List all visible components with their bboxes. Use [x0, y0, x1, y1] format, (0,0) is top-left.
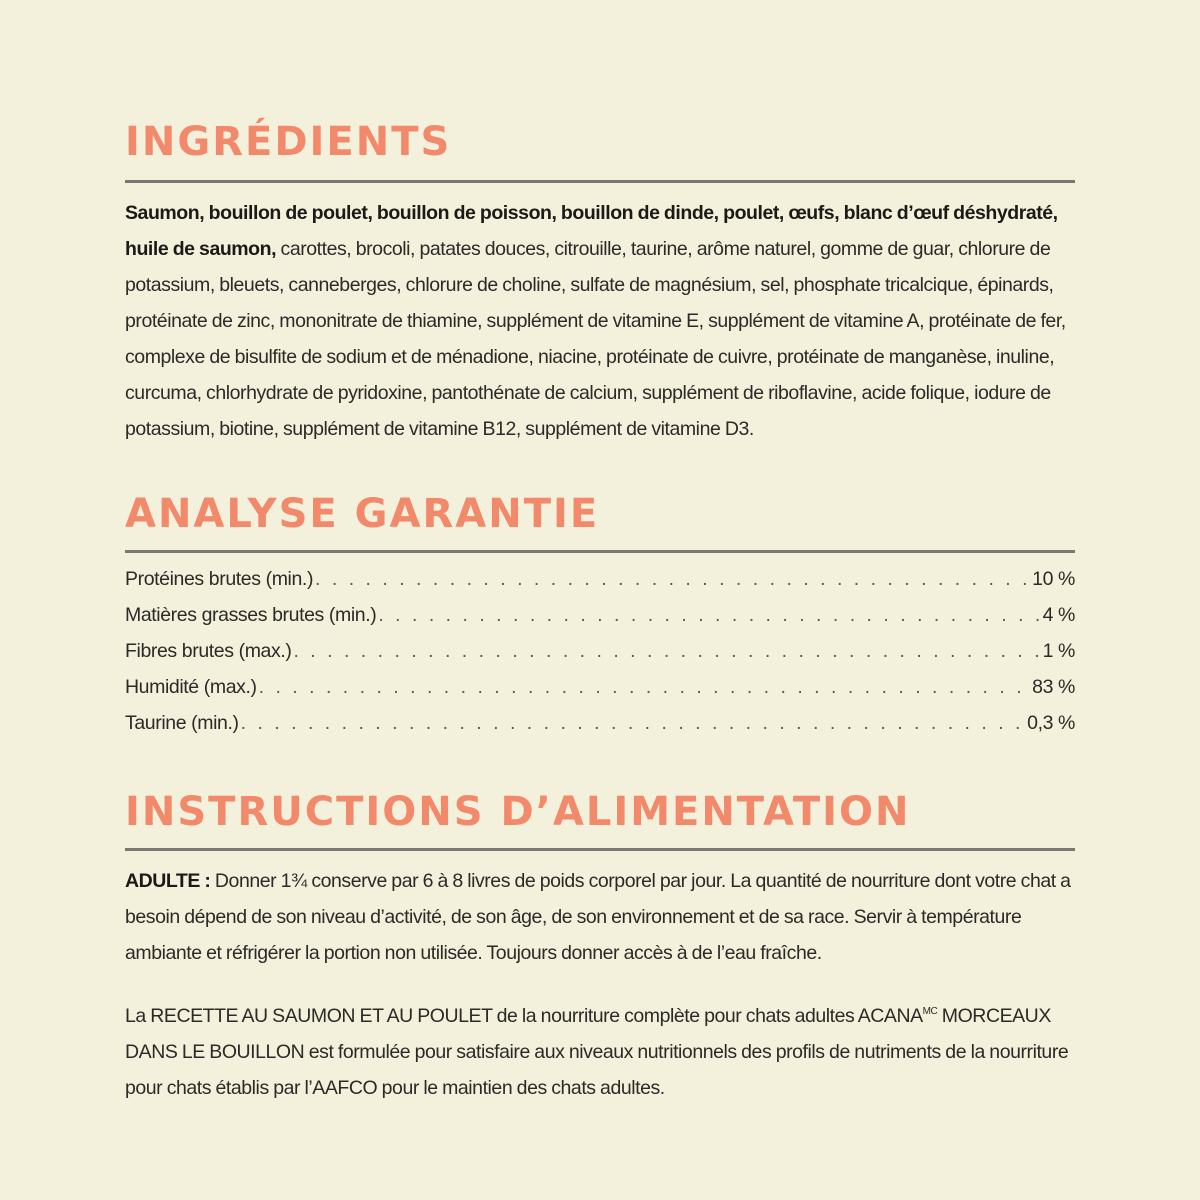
instructions-heading: INSTRUCTIONS D’ALIMENTATION	[125, 789, 911, 835]
aafco-statement-part2: MORCEAUX DANS LE BOUILLON est formulée pour satisfaire aux niveaux nutritionnels des profils de nutriments de la nourriture pour chats établis par l’AAFCO pour le maintien des chats adultes.	[125, 1005, 1069, 1099]
analysis-row-name: Fibres brutes (max.)	[125, 640, 292, 662]
instructions-divider	[125, 848, 1075, 851]
analysis-row-value: 1 %	[1042, 640, 1075, 662]
analysis-row	[125, 604, 1075, 640]
adult-label: ADULTE :	[125, 870, 211, 892]
ingredients-main-list: Saumon, bouillon de poulet, bouillon de poisson, bouillon de dinde, poulet, œufs, blanc d’œuf déshydraté, huile de saumon,	[125, 202, 1058, 260]
analysis-row-name: Matières grasses brutes (min.)	[125, 604, 377, 626]
ingredients-secondary-list: carottes, brocoli, patates douces, citrouille, taurine, arôme naturel, gomme de guar, chlorure de potassium, bleuets, canneberges, chlorure de choline, sulfate de magnésium, sel, phosphate tricalcique, épinards, protéinate de zinc, mononitrate de thiamine, supplément de vitamine E, supplément de vitamine A, protéinate de fer, complexe de bisulfite de sodium et de ménadione, niacine, protéinate de cuivre, protéinate de manganèse, inuline, curcuma, chlorhydrate de pyridoxine, pantothénate de calcium, supplément de riboflavine, acide folique, iodure de potassium, biotine, supplément de vitamine B12, supplément de vitamine D3.	[125, 238, 1066, 440]
ingredients-heading: INGRÉDIENTS	[125, 119, 452, 165]
dot-leader	[378, 604, 1040, 627]
analysis-row-value: 4 %	[1042, 604, 1075, 626]
analysis-row	[125, 712, 1075, 748]
dot-leader	[293, 640, 1040, 663]
aafco-statement	[125, 998, 1075, 1106]
analysis-row	[125, 676, 1075, 712]
analysis-heading: ANALYSE GARANTIE	[125, 491, 600, 537]
ingredients-list	[125, 195, 1075, 447]
analysis-row-value: 0,3 %	[1027, 712, 1075, 734]
ingredients-divider	[125, 180, 1075, 183]
analysis-table	[125, 568, 1075, 748]
feeding-instructions	[125, 863, 1075, 971]
trademark-mark: MC	[922, 1006, 938, 1017]
dot-leader	[259, 676, 1031, 699]
adult-instructions-text: Donner 1¾ conserve par 6 à 8 livres de poids corporel par jour. La quantité de nourriture dont votre chat a besoin dépend de son niveau d’activité, de son âge, de son environnement et de sa race. Servir à température ambiante et réfrigérer la portion non utilisée. Toujours donner accès à de l’eau fraîche.	[125, 870, 1071, 964]
analysis-row-value: 10 %	[1032, 568, 1075, 590]
aafco-statement-part1: La RECETTE AU SAUMON ET AU POULET de la nourriture complète pour chats adultes ACANA	[125, 1005, 923, 1027]
analysis-row	[125, 640, 1075, 676]
analysis-row-name: Taurine (min.)	[125, 712, 239, 734]
analysis-divider	[125, 550, 1075, 553]
analysis-row-value: 83 %	[1032, 676, 1075, 698]
analysis-row	[125, 568, 1075, 604]
dot-leader	[315, 568, 1030, 591]
analysis-row-name: Protéines brutes (min.)	[125, 568, 314, 590]
dot-leader	[241, 712, 1026, 735]
analysis-row-name: Humidité (max.)	[125, 676, 257, 698]
